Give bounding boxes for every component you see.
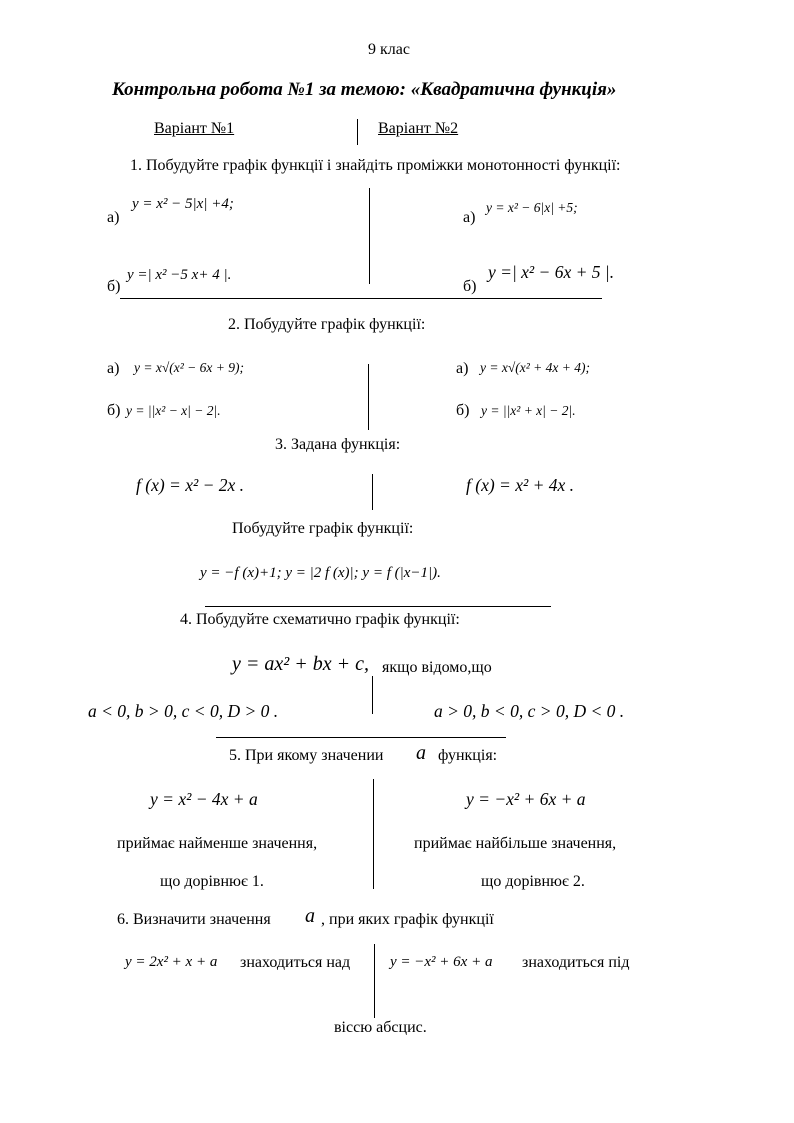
task-1-text: 1. Побудуйте графік функції і знайдіть проміжки монотонності функції: xyxy=(130,157,621,174)
task-5-text-before: 5. При якому значении xyxy=(229,747,384,764)
task-2-v1b-label: б) xyxy=(107,402,121,419)
variant-divider-task-3 xyxy=(372,474,373,510)
task-6-var-a: a xyxy=(305,905,315,927)
task-3-formulas: y = −f (x)+1; y = |2 f (x)|; y = f (|x−1|). xyxy=(200,565,441,581)
task-3-text: 3. Задана функція: xyxy=(275,436,401,453)
task-5-v2-line2: що дорівнює 2. xyxy=(481,873,585,890)
task-6-text-after: , при яких графік функції xyxy=(321,911,494,928)
task-3-v1-formula: f (x) = x² − 2x . xyxy=(136,475,245,495)
task-5-var-a: a xyxy=(416,742,426,764)
task-2-v1a-label: а) xyxy=(107,360,120,377)
page-title: Контрольна робота №1 за темою: «Квадратична функція» xyxy=(112,79,617,100)
task-4-known-text: якщо відомо,що xyxy=(382,659,492,676)
task-3-separator xyxy=(205,606,551,607)
variant-divider-task-1 xyxy=(369,188,370,284)
task-3-build-text: Побудуйте графік функції: xyxy=(232,520,414,537)
task-2-text: 2. Побудуйте графік функції: xyxy=(228,316,426,333)
task-6-v1-formula: y = 2x² + x + a xyxy=(125,954,218,970)
task-1-v1a-formula: y = x² − 5|x| +4; xyxy=(132,196,234,212)
task-2-v1a-formula: y = x√(x² − 6x + 9); xyxy=(134,360,244,375)
grade-label: 9 клас xyxy=(368,41,410,58)
task-2-v2b-label: б) xyxy=(456,402,470,419)
variant-2-heading: Варіант №2 xyxy=(378,120,459,137)
variant-divider-header xyxy=(357,119,358,145)
task-6-tail: віссю абсцис. xyxy=(334,1019,427,1036)
task-1-separator xyxy=(120,298,602,299)
task-4-v1-conditions: a < 0, b > 0, c < 0, D > 0 . xyxy=(88,701,279,721)
task-1-v1b-label: б) xyxy=(107,278,121,295)
task-5-text-after: функція: xyxy=(438,747,498,764)
task-1-v2b-formula: y =| x² − 6x + 5 |. xyxy=(488,262,615,282)
task-2-v1b-formula: y = ||x² − x| − 2|. xyxy=(126,403,221,418)
variant-divider-task-2 xyxy=(368,364,369,430)
variant-divider-task-5 xyxy=(373,779,374,889)
task-6-text-before: 6. Визначити значення xyxy=(117,911,271,928)
task-4-v2-conditions: a > 0, b < 0, c > 0, D < 0 . xyxy=(434,701,625,721)
task-2-v2b-formula: y = ||x² + x| − 2|. xyxy=(481,403,576,418)
task-4-separator xyxy=(216,737,506,738)
task-2-v2a-formula: y = x√(x² + 4x + 4); xyxy=(480,360,590,375)
task-2-v2a-label: а) xyxy=(456,360,469,377)
task-1-v1a-label: а) xyxy=(107,209,120,226)
task-1-v2a-label: а) xyxy=(463,209,476,226)
task-5-v1-formula: y = x² − 4x + a xyxy=(150,789,258,809)
task-5-v2-formula: y = −x² + 6x + a xyxy=(466,789,586,809)
task-6-v1-text: знаходиться над xyxy=(240,954,351,971)
task-4-formula: y = ax² + bx + c, xyxy=(232,653,369,675)
variant-1-heading: Варіант №1 xyxy=(154,120,235,137)
task-6-v2-formula: y = −x² + 6x + a xyxy=(390,954,493,970)
task-5-v1-line2: що дорівнює 1. xyxy=(160,873,264,890)
task-1-v2a-formula: y = x² − 6|x| +5; xyxy=(486,200,578,215)
task-4-text: 4. Побудуйте схематично графік функції: xyxy=(180,611,460,628)
task-1-v2b-label: б) xyxy=(463,278,477,295)
variant-divider-task-4 xyxy=(372,676,373,714)
task-3-v2-formula: f (x) = x² + 4x . xyxy=(466,475,575,495)
variant-divider-task-6 xyxy=(374,944,375,1018)
task-5-v2-line1: приймає найбільше значення, xyxy=(414,835,617,852)
task-6-v2-text: знаходиться під xyxy=(522,954,630,971)
task-5-v1-line1: приймає найменше значення, xyxy=(117,835,318,852)
task-1-v1b-formula: y =| x² −5 x+ 4 |. xyxy=(127,267,232,283)
